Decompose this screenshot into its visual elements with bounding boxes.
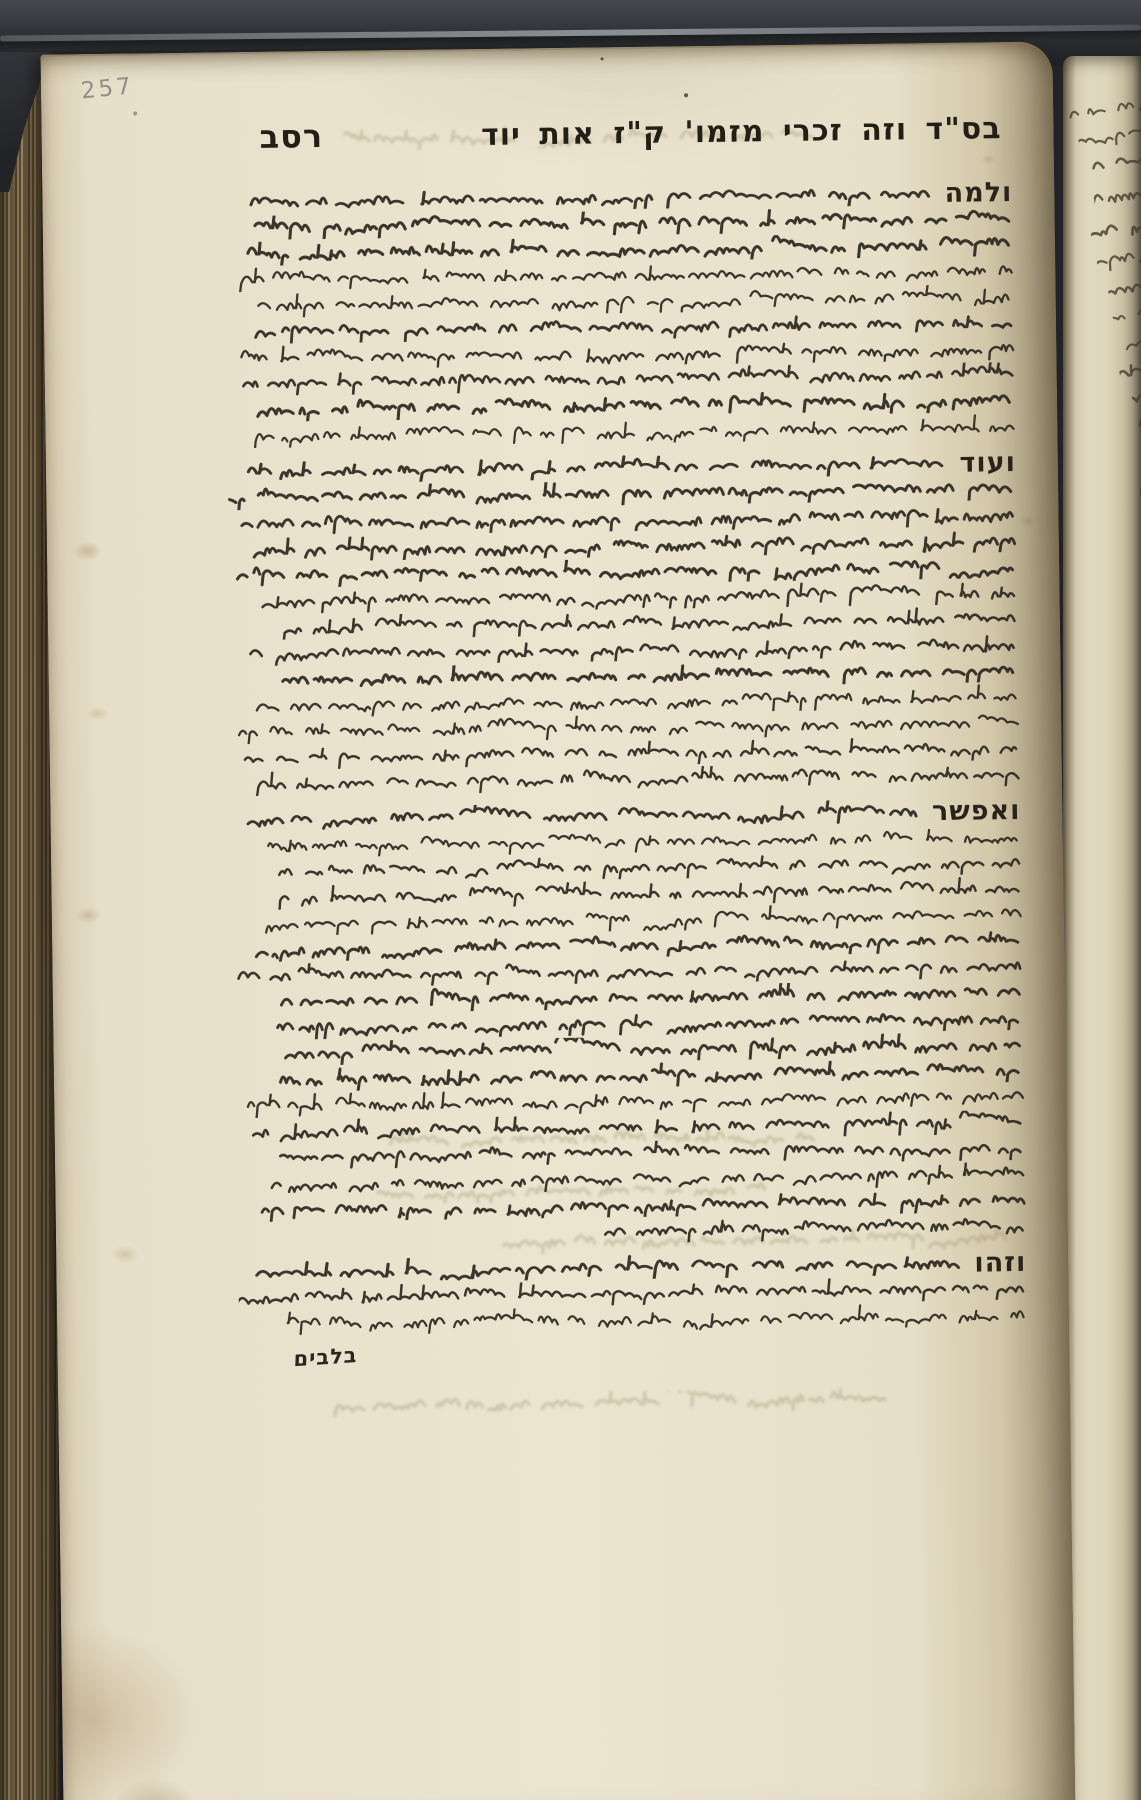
ink-bleed-line [330,1388,890,1417]
paragraph-opener: וזהו [974,1246,1027,1279]
facing-page-script [1067,74,1141,1800]
header-title: בס"ד וזה זכרי מזמו' ק"ז אות יוד [480,111,1002,153]
manuscript-page [40,41,1075,1800]
paragraph-opener: ולמה [944,176,1013,209]
body-text-block [224,176,1027,1372]
handwriting-stroke [1111,295,1141,328]
ink-speck [684,93,688,97]
paragraph [224,176,1015,450]
handwriting-stroke [1136,450,1141,494]
paragraph [228,446,1020,798]
page-header [259,108,1001,156]
closing-word: בלבים [293,1342,359,1372]
facing-script-line [1092,176,1141,211]
paragraph [232,794,1026,1250]
pencil-dot [133,111,137,115]
facing-script-line [1111,295,1141,328]
ink-speck [601,57,604,60]
paragraph-opener: ועוד [959,446,1017,479]
paragraph-opener: ואפשר [931,794,1021,828]
handwriting-stroke [330,1388,890,1417]
facing-page-edge [1063,56,1141,1800]
facing-script-line [1136,450,1141,494]
header-folio-number: רסב [259,117,324,156]
handwriting-stroke [1092,176,1141,211]
pencil-folio-number: 257 [79,73,135,105]
paragraph [238,1246,1027,1372]
